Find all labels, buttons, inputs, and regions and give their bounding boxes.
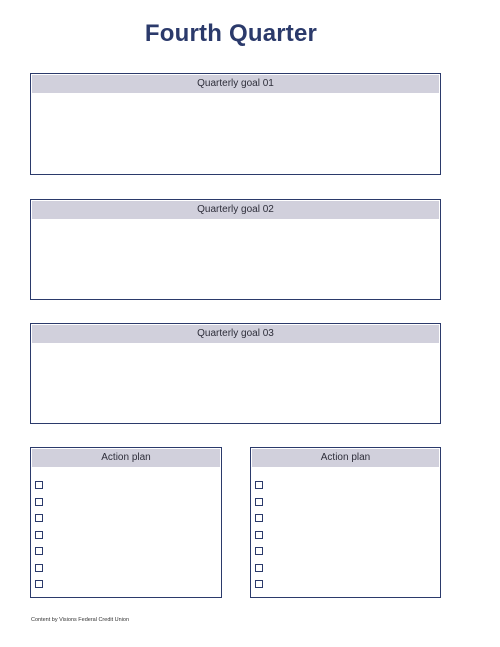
quarterly-goal-box-3[interactable] <box>30 323 441 424</box>
quarterly-goal-box-2[interactable] <box>30 199 441 300</box>
checklist-item <box>35 477 43 494</box>
checkbox[interactable] <box>35 547 43 555</box>
action-plan-header: Action plan <box>32 449 220 467</box>
checkbox[interactable] <box>255 498 263 506</box>
page-title: Fourth Quarter <box>144 20 318 47</box>
checkbox[interactable] <box>255 580 263 588</box>
action-plan-checklist <box>255 477 263 593</box>
checklist-item <box>255 576 263 593</box>
checklist-item <box>35 576 43 593</box>
checkbox[interactable] <box>35 564 43 572</box>
checklist-item <box>35 527 43 544</box>
checkbox[interactable] <box>35 481 43 489</box>
checklist-item <box>255 510 263 527</box>
checklist-item <box>255 543 263 560</box>
checkbox[interactable] <box>255 531 263 539</box>
checkbox[interactable] <box>255 564 263 572</box>
checklist-item <box>35 543 43 560</box>
checkbox[interactable] <box>255 481 263 489</box>
checkbox[interactable] <box>255 514 263 522</box>
checklist-item <box>255 560 263 577</box>
checklist-item <box>255 477 263 494</box>
checkbox[interactable] <box>35 514 43 522</box>
action-plan-box-1[interactable] <box>30 447 222 598</box>
action-plan-checklist <box>35 477 43 593</box>
footer-credit: Content by Visions Federal Credit Union <box>31 617 130 623</box>
quarterly-goal-header: Quarterly goal 01 <box>32 75 439 93</box>
checkbox[interactable] <box>255 547 263 555</box>
action-plan-box-2[interactable] <box>250 447 441 598</box>
checkbox[interactable] <box>35 498 43 506</box>
action-plan-header: Action plan <box>252 449 439 467</box>
checklist-item <box>255 494 263 511</box>
quarterly-goal-header: Quarterly goal 02 <box>32 201 439 219</box>
checklist-item <box>35 510 43 527</box>
checkbox[interactable] <box>35 580 43 588</box>
checkbox[interactable] <box>35 531 43 539</box>
checklist-item <box>255 527 263 544</box>
quarterly-goal-box-1[interactable] <box>30 73 441 175</box>
quarterly-goal-header: Quarterly goal 03 <box>32 325 439 343</box>
checklist-item <box>35 494 43 511</box>
checklist-item <box>35 560 43 577</box>
